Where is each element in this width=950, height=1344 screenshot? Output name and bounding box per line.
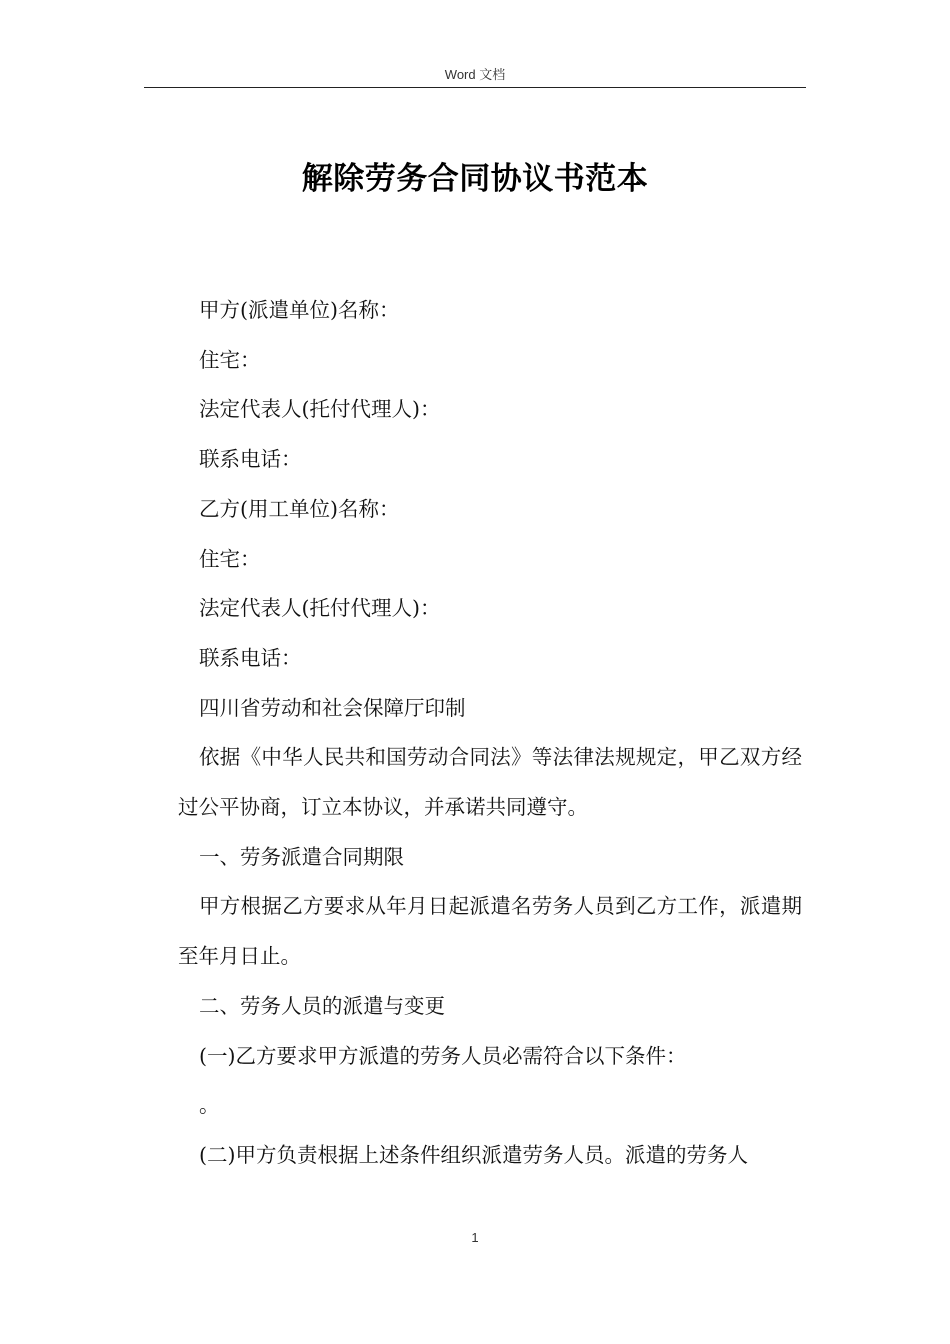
- paragraph-party-a-phone: 联系电话：: [199, 447, 302, 472]
- paragraph-clause-2: (二)甲方负责根据上述条件组织派遣劳务人员。派遣的劳务人: [199, 1142, 748, 1167]
- section-heading-1: 一、劳务派遣合同期限: [199, 844, 404, 869]
- paragraph-party-a-name: 甲方(派遣单位)名称：: [199, 298, 400, 322]
- paragraph-party-b-representative: 法定代表人(托付代理人)：: [199, 596, 441, 621]
- paragraph-clause-1-blank: 。: [199, 1093, 220, 1118]
- page-header: Word 文档: [444, 67, 506, 82]
- section-heading-2: 二、劳务人员的派遣与变更: [199, 993, 445, 1018]
- paragraph-preamble: 依据《中华人民共和国劳动合同法》等法律法规规定，甲乙双方经过公平协商，订立本协议，并承诺共同遵守。: [178, 745, 802, 820]
- page-number: 1: [471, 1230, 479, 1245]
- paragraph-party-b-name: 乙方(用工单位)名称：: [199, 496, 400, 521]
- header-rule: [144, 87, 806, 88]
- paragraph-party-b-phone: 联系电话：: [199, 645, 302, 670]
- paragraph-party-a-address: 住宅：: [199, 347, 261, 372]
- document-body: [178, 286, 802, 1181]
- paragraph-issuer: 四川省劳动和社会保障厅印制: [199, 695, 466, 720]
- paragraph-clause-1: (一)乙方要求甲方派遣的劳务人员必需符合以下条件：: [199, 1043, 687, 1068]
- paragraph-party-b-address: 住宅：: [199, 546, 261, 571]
- paragraph-term: 甲方根据乙方要求从年月日起派遣名劳务人员到乙方工作，派遣期至年月日止。: [178, 894, 802, 969]
- paragraph-party-a-representative: 法定代表人(托付代理人)：: [199, 397, 441, 422]
- document-title: 解除劳务合同协议书范本: [301, 161, 649, 197]
